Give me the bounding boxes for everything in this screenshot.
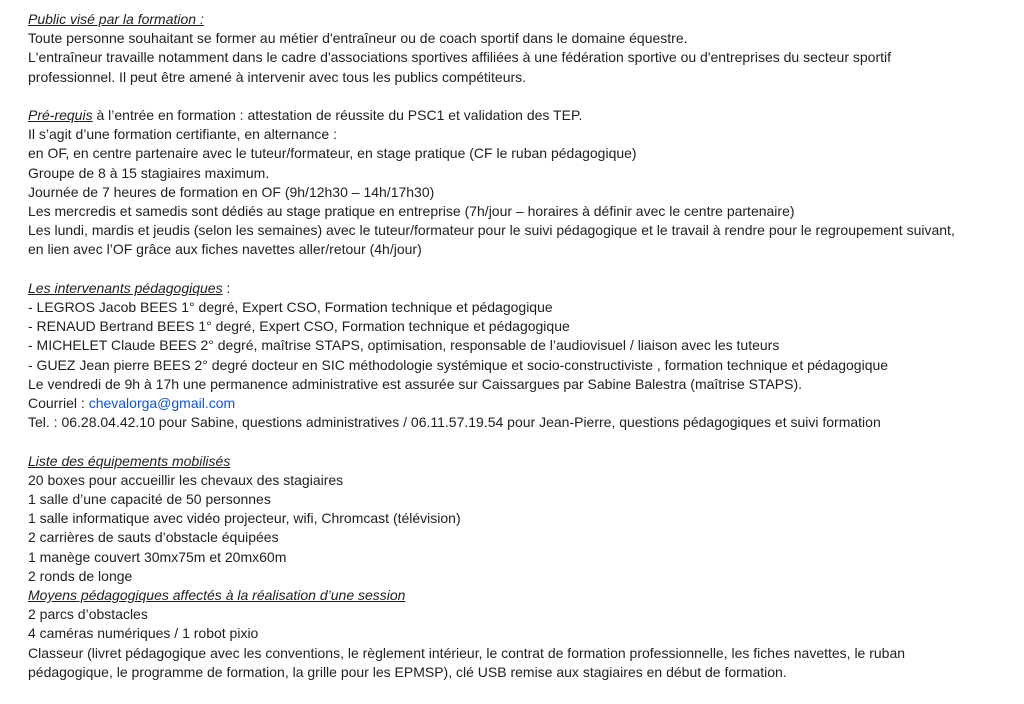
prerequis-line: Les lundi, mardis et jeudis (selon les semaines) avec le tuteur/formateur pour le suivi pédagogique et le travail à rendre pour le regroupement suivant, [28, 222, 955, 239]
moyens-item: Classeur (livret pédagogique avec les conventions, le règlement intérieur, le contrat de formation professionnelle, les fiches navettes, le ruban [28, 644, 906, 661]
moyens-heading-line [28, 586, 1004, 605]
intervenant-line: - LEGROS Jacob BEES 1° degré, Expert CSO, Formation technique et pédagogique [28, 299, 553, 316]
intervenants-heading-line [28, 279, 1004, 298]
prerequis-line: Les mercredis et samedis sont dédiés au stage pratique en entreprise (7h/jour – horaires à définir avec le centre partenaire) [28, 203, 795, 220]
prerequis-heading-line [28, 106, 1004, 125]
intervenant-line: - RENAUD Bertrand BEES 1° degré, Expert CSO, Formation technique et pédagogique [28, 318, 570, 335]
prerequis-line: Groupe de 8 à 15 stagiaires maximum. [28, 164, 270, 181]
spacer [28, 87, 1004, 106]
public-line: L'entraîneur travaille notamment dans le cadre d'associations sportives affiliées à une fédération sportive ou d'entreprises du secteur sportif [28, 49, 892, 66]
public-heading: Public visé par la formation : [28, 11, 204, 27]
moyens-heading: Moyens pédagogiques affectés à la réalisation d’une session [28, 587, 406, 604]
prerequis-line: Journée de 7 heures de formation en OF (9h/12h30 – 14h/17h30) [28, 183, 435, 200]
email-link[interactable]: chevalorga@gmail.com [88, 395, 236, 412]
moyens-item: pédagogique, le programme de formation, la grille pour les EPMSP), clé USB remise aux stagiaires en début de formation. [28, 663, 787, 680]
public-line: Toute personne souhaitant se former au métier d'entraîneur ou de coach sportif dans le domaine équestre. [28, 30, 688, 47]
prerequis-heading: Pré-requis [28, 107, 93, 123]
intervenants-heading: Les intervenants pédagogiques [28, 279, 223, 296]
equipement-item: 2 carrières de sauts d’obstacle équipées [28, 529, 279, 546]
intervenant-line: - MICHELET Claude BEES 2° degré, maîtrise STAPS, optimisation, responsable de l’audiovisuel / liaison avec les tuteurs [28, 337, 780, 354]
moyens-item: 4 caméras numériques / 1 robot pixio [28, 625, 259, 642]
prerequis-line: en OF, en centre partenaire avec le tuteur/formateur, en stage pratique (CF le ruban pédagogique) [28, 145, 637, 162]
email-line [28, 394, 1004, 413]
equipement-item: 1 salle d’une capacité de 50 personnes [28, 491, 271, 508]
equipement-item: 20 boxes pour accueillir les chevaux des stagiaires [28, 471, 344, 488]
email-label: Courriel : [28, 395, 89, 412]
moyens-item: 2 parcs d’obstacles [28, 606, 148, 623]
tel-line: Tel. : 06.28.04.42.10 pour Sabine, questions administratives / 06.11.57.19.54 pour Jean-Pierre, questions pédagogiques et suivi formation [28, 414, 881, 431]
intervenant-line: - GUEZ Jean pierre BEES 2° degré docteur en SIC méthodologie systémique et socio-constructiviste , formation technique et pédagogique [28, 356, 889, 373]
prerequis-line: Il s’agit d’une formation certifiante, en alternance : [28, 126, 337, 143]
equipement-item: 1 salle informatique avec vidéo projecteur, wifi, Chromcast (télévision) [28, 510, 461, 527]
intervenants-heading-rest: : [222, 279, 231, 296]
equipement-item: 2 ronds de longe [28, 567, 133, 584]
equipements-heading: Liste des équipements mobilisés [28, 452, 231, 469]
equipements-heading-line [28, 452, 1004, 471]
spacer [28, 260, 1004, 279]
prerequis-heading-rest: à l’entrée en formation : attestation de réussite du PSC1 et validation des TEP. [92, 107, 583, 123]
public-line: professionnel. Il peut être amené à intervenir avec tous les publics compétiteurs. [28, 68, 527, 85]
spacer [28, 432, 1004, 451]
equipement-item: 1 manège couvert 30mx75m et 20mx60m [28, 548, 287, 565]
prerequis-line: en lien avec l’OF grâce aux fiches navettes aller/retour (4h/jour) [28, 241, 422, 258]
permanence-line: Le vendredi de 9h à 17h une permanence administrative est assurée sur Caissargues par Sabine Balestra (maîtrise STAPS). [28, 375, 803, 392]
public-section-heading-line [28, 10, 1004, 29]
